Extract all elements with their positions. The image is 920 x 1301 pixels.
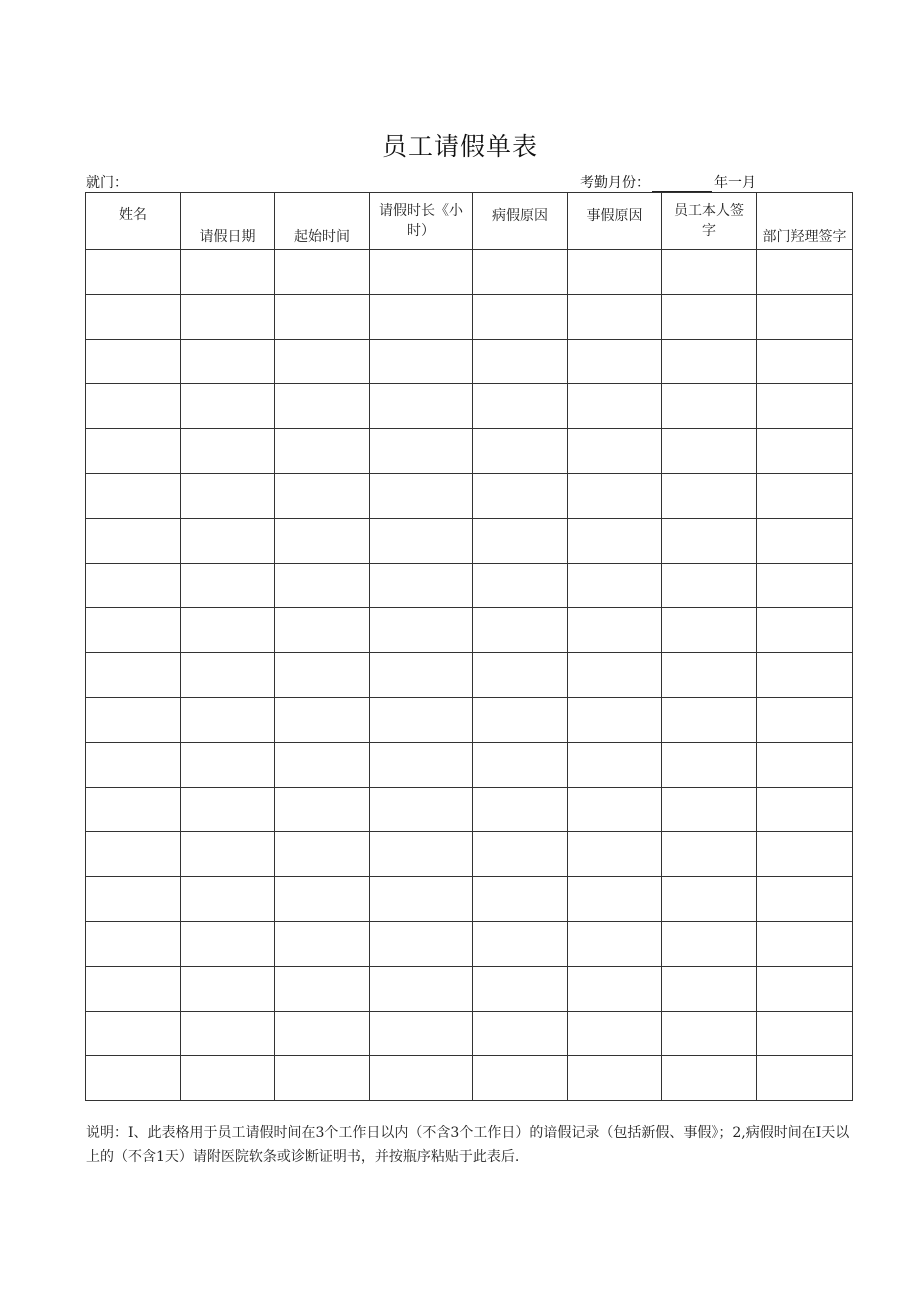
table-cell[interactable] [662,608,757,653]
table-cell[interactable] [275,518,370,563]
table-cell[interactable] [181,384,275,429]
table-cell[interactable] [86,339,181,384]
table-cell[interactable] [473,518,568,563]
table-cell[interactable] [275,473,370,518]
footnote: 说明：I、此表格用于员工请假时间在3个工作日以内（不含3个工作日）的谙假记录（包括新假、事假》；2,病假时间在I天以上的（不含1天）请附医院软条或诊断证明书，并按瓶序粘贴于此表后. [86,1125,850,1165]
table-row [86,921,853,966]
table-cell[interactable] [473,787,568,832]
table-cell[interactable] [757,1056,853,1101]
table-cell[interactable] [757,294,853,339]
header-manager-signature: 部门羟理签字 [757,193,853,250]
table-cell[interactable] [757,787,853,832]
table-cell[interactable] [568,921,662,966]
table-cell[interactable] [370,518,473,563]
table-cell[interactable] [568,384,662,429]
table-cell[interactable] [568,608,662,653]
table-cell[interactable] [86,697,181,742]
attendance-month-label: 考勤月份： [580,175,650,191]
attendance-year-suffix: 年一月 [714,175,756,191]
table-cell[interactable] [568,1056,662,1101]
table-cell[interactable] [757,832,853,877]
table-cell[interactable] [370,339,473,384]
table-cell[interactable] [86,429,181,474]
table-row [86,697,853,742]
table-row [86,742,853,787]
table-row [86,339,853,384]
table-cell[interactable] [370,787,473,832]
table-cell[interactable] [473,563,568,608]
table-cell[interactable] [757,697,853,742]
table-row [86,563,853,608]
table-row [86,294,853,339]
table-cell[interactable] [275,832,370,877]
table-row [86,877,853,922]
table-cell[interactable] [662,429,757,474]
table-cell[interactable] [86,832,181,877]
table-cell[interactable] [370,429,473,474]
table-cell[interactable] [181,473,275,518]
table-cell[interactable] [662,742,757,787]
header-row [86,193,853,250]
table-cell[interactable] [662,877,757,922]
table-cell[interactable] [473,966,568,1011]
table-cell[interactable] [86,518,181,563]
table-cell[interactable] [86,966,181,1011]
table-cell[interactable] [275,608,370,653]
table-cell[interactable] [370,742,473,787]
header-duration: 请假时长《小时） [370,193,473,250]
table-cell[interactable] [757,339,853,384]
table-cell[interactable] [473,653,568,698]
table-cell[interactable] [568,473,662,518]
table-row [86,832,853,877]
table-cell[interactable] [275,697,370,742]
table-cell[interactable] [662,1056,757,1101]
table-cell[interactable] [86,608,181,653]
table-cell[interactable] [370,966,473,1011]
table-cell[interactable] [275,921,370,966]
table-cell[interactable] [275,294,370,339]
table-cell[interactable] [370,473,473,518]
table-cell[interactable] [473,832,568,877]
table-row [86,653,853,698]
table-cell[interactable] [757,921,853,966]
table-cell[interactable] [473,250,568,295]
table-cell[interactable] [86,653,181,698]
table-cell[interactable] [662,563,757,608]
table-cell[interactable] [86,877,181,922]
table-cell[interactable] [370,1011,473,1056]
table-cell[interactable] [86,563,181,608]
leave-table-body [86,250,853,1101]
table-cell[interactable] [473,429,568,474]
table-cell[interactable] [568,563,662,608]
table-cell[interactable] [473,1056,568,1101]
table-cell[interactable] [662,294,757,339]
table-cell[interactable] [86,294,181,339]
table-cell[interactable] [568,697,662,742]
header-start-time: 起始时间 [275,193,370,250]
table-cell[interactable] [568,966,662,1011]
table-cell[interactable] [662,384,757,429]
table-cell[interactable] [275,563,370,608]
table-cell[interactable] [757,250,853,295]
table-cell[interactable] [181,832,275,877]
table-cell[interactable] [370,1056,473,1101]
table-cell[interactable] [370,250,473,295]
table-cell[interactable] [275,877,370,922]
table-row [86,473,853,518]
table-cell[interactable] [181,518,275,563]
table-cell[interactable] [181,429,275,474]
table-cell[interactable] [757,1011,853,1056]
table-cell[interactable] [662,787,757,832]
table-cell[interactable] [181,921,275,966]
table-cell[interactable] [181,653,275,698]
table-cell[interactable] [662,832,757,877]
table-cell[interactable] [757,742,853,787]
table-cell[interactable] [181,339,275,384]
header-name: 姓名 [86,193,181,250]
table-cell[interactable] [86,1011,181,1056]
table-cell[interactable] [757,384,853,429]
table-row [86,966,853,1011]
header-leave-date: 请假日期 [181,193,275,250]
table-cell[interactable] [473,1011,568,1056]
table-cell[interactable] [757,518,853,563]
table-cell[interactable] [275,384,370,429]
table-cell[interactable] [275,966,370,1011]
table-cell[interactable] [275,787,370,832]
table-cell[interactable] [275,653,370,698]
table-cell[interactable] [181,1056,275,1101]
table-cell[interactable] [757,966,853,1011]
table-cell[interactable] [473,339,568,384]
attendance-month [580,172,756,192]
table-cell[interactable] [568,742,662,787]
table-cell[interactable] [181,294,275,339]
header-personal-reason: 事假原因 [568,193,662,250]
table-cell[interactable] [568,339,662,384]
table-cell[interactable] [370,921,473,966]
table-cell[interactable] [568,250,662,295]
table-cell[interactable] [473,742,568,787]
table-cell[interactable] [370,877,473,922]
table-row [86,384,853,429]
header-sick-reason: 病假原因 [473,193,568,250]
table-cell[interactable] [275,1011,370,1056]
table-cell[interactable] [662,250,757,295]
table-cell[interactable] [181,1011,275,1056]
table-cell[interactable] [568,518,662,563]
table-cell[interactable] [473,608,568,653]
table-row [86,518,853,563]
table-cell[interactable] [757,877,853,922]
page-title: 员工请假单表 [381,132,538,161]
table-cell[interactable] [275,429,370,474]
table-cell[interactable] [275,742,370,787]
table-row [86,250,853,295]
table-cell[interactable] [86,787,181,832]
table-cell[interactable] [370,697,473,742]
table-cell[interactable] [181,697,275,742]
table-row [86,787,853,832]
table-cell[interactable] [181,563,275,608]
table-cell[interactable] [757,473,853,518]
table-row [86,608,853,653]
table-row [86,429,853,474]
department-label: 就门： [86,175,128,191]
table-cell[interactable] [181,250,275,295]
table-cell[interactable] [275,1056,370,1101]
table-cell[interactable] [275,339,370,384]
attendance-year-blank[interactable] [652,177,712,192]
table-cell[interactable] [181,966,275,1011]
table-cell[interactable] [473,473,568,518]
table-cell[interactable] [370,653,473,698]
table-cell[interactable] [662,518,757,563]
table-cell[interactable] [86,384,181,429]
table-cell[interactable] [568,877,662,922]
table-cell[interactable] [568,832,662,877]
table-row [86,1011,853,1056]
table-cell[interactable] [568,787,662,832]
table-cell[interactable] [370,294,473,339]
header-employee-signature: 员工本人签字 [662,193,757,250]
table-row [86,1056,853,1101]
table-cell[interactable] [86,921,181,966]
table-cell[interactable] [662,473,757,518]
table-cell[interactable] [662,921,757,966]
table-cell[interactable] [473,294,568,339]
table-cell[interactable] [86,250,181,295]
table-cell[interactable] [86,742,181,787]
table-cell[interactable] [181,877,275,922]
table-cell[interactable] [757,429,853,474]
table-cell[interactable] [370,384,473,429]
table-cell[interactable] [86,473,181,518]
leave-table [85,192,853,1101]
table-cell[interactable] [662,697,757,742]
table-cell[interactable] [757,653,853,698]
table-cell[interactable] [275,250,370,295]
table-cell[interactable] [473,877,568,922]
table-cell[interactable] [757,563,853,608]
table-cell[interactable] [568,429,662,474]
table-cell[interactable] [370,832,473,877]
table-cell[interactable] [370,608,473,653]
table-cell[interactable] [662,1011,757,1056]
table-cell[interactable] [662,339,757,384]
table-cell[interactable] [86,1056,181,1101]
table-cell[interactable] [568,653,662,698]
table-cell[interactable] [473,697,568,742]
table-cell[interactable] [757,608,853,653]
table-cell[interactable] [181,742,275,787]
table-cell[interactable] [568,294,662,339]
table-cell[interactable] [473,921,568,966]
table-cell[interactable] [181,608,275,653]
table-cell[interactable] [568,1011,662,1056]
table-cell[interactable] [370,563,473,608]
table-cell[interactable] [662,653,757,698]
table-cell[interactable] [181,787,275,832]
table-cell[interactable] [473,384,568,429]
table-cell[interactable] [662,966,757,1011]
